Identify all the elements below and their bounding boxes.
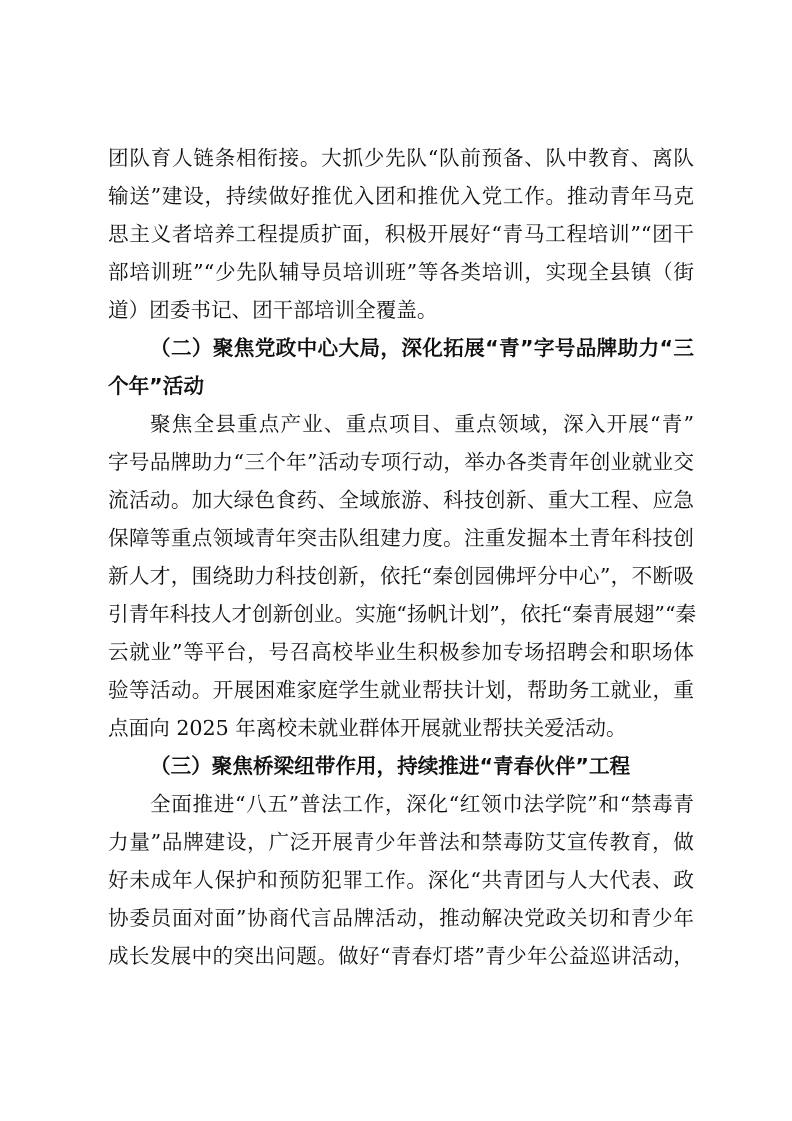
- text-line: 流活动。加大绿色食药、全域旅游、科技创新、重大工程、应急: [108, 488, 694, 512]
- text-line: 输送”建设，持续做好推优入团和推优入党工作。推动青年马克: [108, 184, 694, 208]
- text-line: 思主义者培养工程提质扩面，积极开展好“青马工程培训”“团干: [108, 222, 694, 246]
- text-line: 引青年科技人才创新创业。实施“扬帆计划”，依托“秦青展翅”“秦: [108, 602, 697, 626]
- heading-line: 个年”活动: [108, 374, 204, 398]
- text-line: 验等活动。开展困难家庭学生就业帮扶计划，帮助务工就业，重: [108, 678, 694, 702]
- heading-line: （二）聚焦党政中心大局，深化拓展“青”字号品牌助力“三: [150, 336, 694, 360]
- text-line: 部培训班”“少先队辅导员培训班”等各类培训，实现全县镇（街: [108, 260, 694, 284]
- text-line: 协委员面对面”协商代言品牌活动，推动解决党政关切和青少年: [108, 906, 694, 930]
- text-line: 力量”品牌建设，广泛开展青少年普法和禁毒防艾宣传教育，做: [108, 830, 694, 854]
- text-line: 道）团委书记、团干部培训全覆盖。: [108, 298, 438, 322]
- text-line: 成长发展中的突出问题。做好“青春灯塔”青少年公益巡讲活动，: [108, 944, 694, 968]
- text-line: 好未成年人保护和预防犯罪工作。深化“共青团与人大代表、政: [108, 868, 694, 892]
- text-line: 字号品牌助力“三个年”活动专项行动，举办各类青年创业就业交: [108, 450, 694, 474]
- text-line: 聚焦全县重点产业、重点项目、重点领域，深入开展“青”: [150, 412, 694, 436]
- text-line: 全面推进“八五”普法工作，深化“红领巾法学院”和“禁毒青: [150, 792, 694, 816]
- text-line: 新人才，围绕助力科技创新，依托“秦创园佛坪分中心”，不断吸: [108, 564, 694, 588]
- heading-line: （三）聚焦桥梁纽带作用，持续推进“青春伙伴”工程: [150, 754, 631, 778]
- text-line: 云就业”等平台，号召高校毕业生积极参加专场招聘会和职场体: [108, 640, 694, 664]
- text-line: 保障等重点领域青年突击队组建力度。注重发掘本土青年科技创: [108, 526, 694, 550]
- text-line: 点面向 2025 年离校未就业群体开展就业帮扶关爱活动。: [108, 716, 627, 740]
- text-line: 团队育人链条相衔接。大抓少先队“队前预备、队中教育、离队: [108, 146, 694, 170]
